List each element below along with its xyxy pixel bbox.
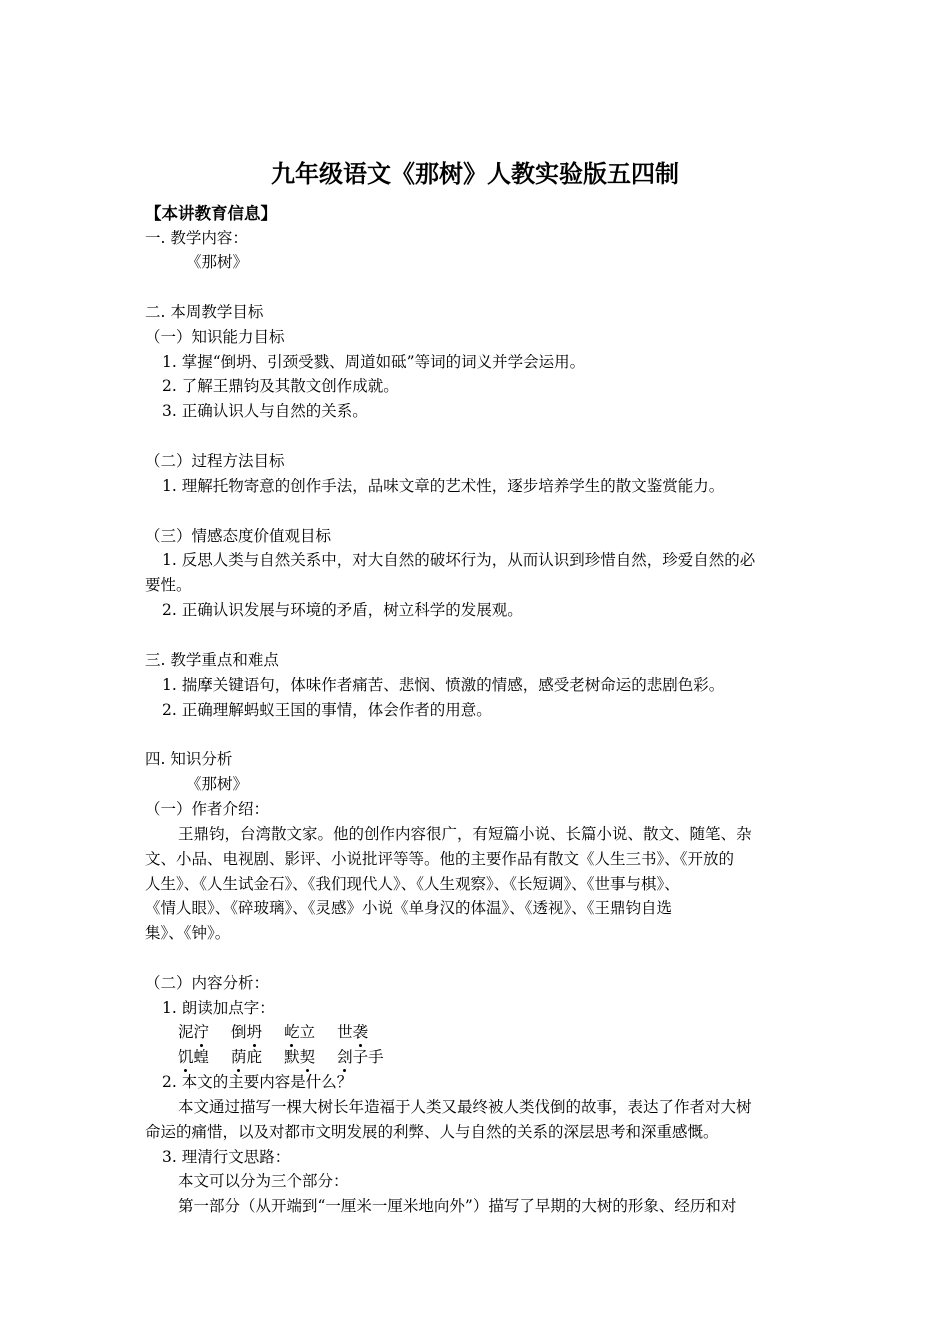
- section-3-heading: 三. 教学重点和难点: [145, 651, 279, 669]
- paragraph-line: 命运的痛惜，以及对都市文明发展的利弊、人与自然的关系的深层思考和深重感慨。: [145, 1123, 719, 1141]
- word-item: 饥蝗: [178, 1048, 209, 1066]
- subsection-heading: （三）情感态度价值观目标: [145, 527, 332, 545]
- word-item: 泥泞: [178, 1023, 209, 1041]
- paragraph-line: 本文可以分为三个部分：: [178, 1172, 349, 1190]
- paragraph-line: 人生》、《人生试金石》、《我们现代人》、《人生观察》、《长短调》、《世事与棋》、: [145, 875, 680, 893]
- section-1-content: 《那树》: [186, 253, 249, 271]
- subsection-heading: （一）知识能力目标: [145, 328, 285, 346]
- subsection-heading: （二）内容分析：: [145, 974, 270, 992]
- section-header: 【本讲教育信息】: [145, 204, 277, 223]
- word-item: 荫庇: [231, 1048, 262, 1066]
- word-item: 屹立: [284, 1023, 315, 1041]
- word-row: [178, 1020, 368, 1044]
- word-item: 默契: [284, 1048, 315, 1066]
- word-item: 世袭: [337, 1023, 368, 1041]
- list-item: 1. 揣摩关键语句，体味作者痛苦、悲悯、愤激的情感，感受老树命运的悲剧色彩。: [162, 676, 725, 694]
- section-1-heading: 一. 教学内容：: [145, 229, 248, 247]
- paragraph-line: 王鼎钧，台湾散文家。他的创作内容很广，有短篇小说、长篇小说、散文、随笔、杂: [178, 825, 752, 843]
- subsection-heading: （一）作者介绍：: [145, 800, 270, 818]
- paragraph-line: 集》、《钟》。: [145, 924, 231, 942]
- word-row: [178, 1045, 384, 1069]
- paragraph-line: 第一部分（从开端到“一厘米一厘米地向外”）描写了早期的大树的形象、经历和对: [178, 1197, 737, 1215]
- list-item: 1. 掌握“倒坍、引颈受戮、周道如砥”等词的词义并学会运用。: [162, 353, 586, 371]
- list-item: 1. 理解托物寄意的创作手法，品味文章的艺术性，逐步培养学生的散文鉴赏能力。: [162, 477, 725, 495]
- paragraph-line: 本文通过描写一棵大树长年造福于人类又最终被人类伐倒的故事，表达了作者对大树: [178, 1098, 752, 1116]
- section-2-heading: 二. 本周教学目标: [145, 303, 264, 321]
- section-4-subtitle: 《那树》: [186, 775, 249, 793]
- list-item: 2. 了解王鼎钧及其散文创作成就。: [162, 377, 399, 395]
- paragraph-line: 《情人眼》、《碎玻璃》、《灵感》小说《单身汉的体温》、《透视》、《王鼎钧自选: [145, 899, 673, 917]
- question: 3. 理清行文思路：: [162, 1148, 291, 1166]
- document-title: 九年级语文《那树》人教实验版五四制: [271, 159, 679, 188]
- paragraph-line: 文、小品、电视剧、影评、小说批评等等。他的主要作品有散文《人生三书》、《开放的: [145, 850, 735, 868]
- subsection-heading: （二）过程方法目标: [145, 452, 285, 470]
- question: 1. 朗读加点字：: [162, 999, 275, 1017]
- word-item: 倒坍: [231, 1023, 262, 1041]
- list-item: 2. 正确认识发展与环境的矛盾，树立科学的发展观。: [162, 601, 523, 619]
- list-item: 1. 反思人类与自然关系中，对大自然的破坏行为，从而认识到珍惜自然，珍爱自然的必: [162, 551, 756, 569]
- word-item: 刽子手: [337, 1048, 384, 1066]
- list-item-continuation: 要性。: [145, 576, 192, 594]
- list-item: 2. 正确理解蚂蚁王国的事情，体会作者的用意。: [162, 701, 492, 719]
- section-4-heading: 四. 知识分析: [145, 750, 233, 768]
- question: 2. 本文的主要内容是什么？: [162, 1073, 353, 1091]
- list-item: 3. 正确认识人与自然的关系。: [162, 402, 368, 420]
